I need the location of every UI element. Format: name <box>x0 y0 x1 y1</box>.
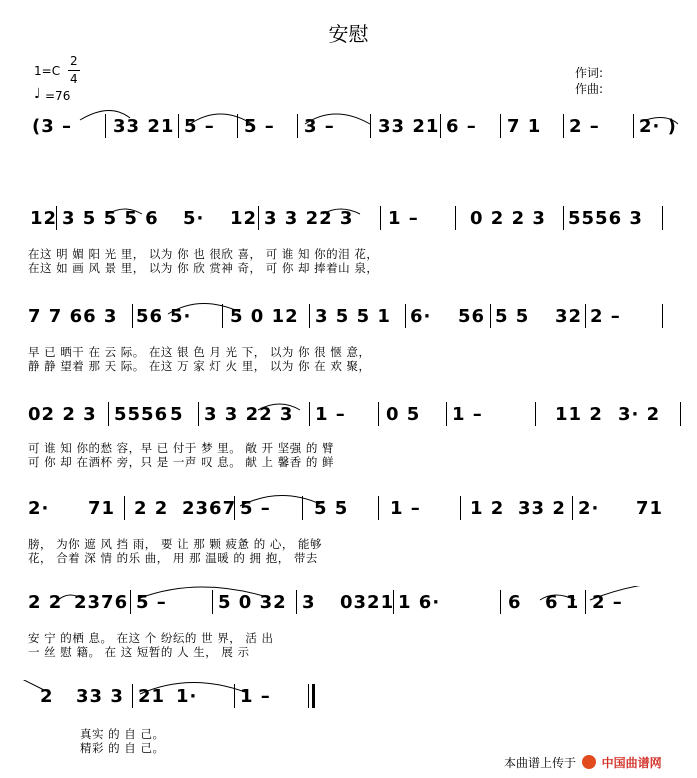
measure: 2 – <box>592 592 623 613</box>
measure: 5 – <box>240 498 271 519</box>
bar-line <box>460 496 461 520</box>
bar-line <box>500 590 501 614</box>
bar-line <box>237 114 238 138</box>
measure: 3· 2 <box>618 404 661 425</box>
final-bar-thin <box>308 684 309 708</box>
lyric-line: 静 静 望着 那 天 际。 在这 万 家 灯 火 里， 以为 你 在 欢 聚， <box>28 359 371 373</box>
tempo-marking: =76 <box>45 89 71 103</box>
score-title: 安慰 <box>328 22 369 46</box>
measure: 7 7 66 3 <box>28 306 118 327</box>
measure: 2 <box>40 686 54 707</box>
measure: 56 <box>136 306 164 327</box>
bar-line <box>455 206 456 230</box>
upload-text: 本曲谱上传于 <box>504 756 577 770</box>
measure: (3 – <box>32 116 73 137</box>
bar-line <box>446 402 447 426</box>
lyric-line: 一 丝 慰 籍。 在 这 短暂的 人 生， 展 示 <box>28 645 250 659</box>
measure: 5 – <box>136 592 167 613</box>
measure: 6· <box>410 306 432 327</box>
music-system-6 <box>0 586 697 662</box>
measure: 71 <box>636 498 664 519</box>
bar-line <box>563 206 564 230</box>
measure: 3 <box>302 592 316 613</box>
bar-line <box>178 114 179 138</box>
measure: 5556 <box>114 404 169 425</box>
bar-line <box>132 304 133 328</box>
bar-line <box>130 590 131 614</box>
note-row <box>0 110 697 144</box>
key-signature: 1=C <box>34 64 61 78</box>
bar-line <box>633 114 634 138</box>
bar-line <box>309 402 310 426</box>
lyric-line: 早 已 晒干 在 云 际。 在这 银 色 月 光 下， 以为 你 很 惬 意， <box>28 345 371 359</box>
measure: 0321 <box>340 592 395 613</box>
bar-line <box>258 206 259 230</box>
quarter-note-icon: ♩ <box>34 86 41 102</box>
site-logo-icon <box>582 755 596 769</box>
lyricist-label: 作词: <box>575 66 604 80</box>
measure: 3 5 5 1 <box>315 306 391 327</box>
measure: 2376 <box>74 592 129 613</box>
measure: 1 – <box>240 686 271 707</box>
measure: 2 2 <box>134 498 169 519</box>
measure: 2· <box>578 498 600 519</box>
measure: 21 <box>138 686 166 707</box>
measure: 33 2 <box>518 498 566 519</box>
bar-line <box>132 684 133 708</box>
note-row <box>0 398 697 432</box>
bar-line <box>124 496 125 520</box>
bar-line <box>222 304 223 328</box>
measure: 3 3 22 3 <box>204 404 294 425</box>
note-row <box>0 586 697 620</box>
bar-line <box>563 114 564 138</box>
music-system-4 <box>0 398 697 474</box>
time-signature-bottom: 4 <box>70 72 78 86</box>
measure: 5· <box>183 208 205 229</box>
measure: 3 3 22 3 <box>264 208 354 229</box>
bar-line <box>500 114 501 138</box>
bar-line <box>198 402 199 426</box>
measure: 12 <box>30 208 58 229</box>
measure: 2· <box>28 498 50 519</box>
music-system-3 <box>0 300 697 376</box>
note-row <box>0 202 697 236</box>
bar-line <box>370 114 371 138</box>
bar-line <box>680 402 681 426</box>
measure: 2 2 <box>28 592 63 613</box>
bar-line <box>234 684 235 708</box>
bar-line <box>405 304 406 328</box>
measure: 1 – <box>315 404 346 425</box>
measure: 5 0 32 <box>218 592 287 613</box>
measure: 5 – <box>244 116 275 137</box>
lyric-line: 膀， 为你 遮 风 挡 雨， 要 让 那 颗 疲惫 的 心， 能够 <box>28 537 323 551</box>
note-row <box>0 492 697 526</box>
note-row <box>0 680 697 714</box>
music-system-5 <box>0 492 697 568</box>
measure: 5 0 12 <box>230 306 299 327</box>
measure: 1 6· <box>398 592 441 613</box>
lyric-line: 精彩 的 自 己。 <box>80 741 165 755</box>
measure: 2· ) <box>639 116 677 137</box>
bar-line <box>585 304 586 328</box>
bar-line <box>296 590 297 614</box>
time-signature-line <box>68 70 80 71</box>
bar-line <box>309 304 310 328</box>
measure: 1 – <box>390 498 421 519</box>
lyric-line: 可 谁 知 你的愁 容，早 已 付于 梦 里。 敞 开 坚强 的 臂 <box>28 441 335 455</box>
note-row <box>0 300 697 334</box>
measure: 0 2 2 3 <box>470 208 546 229</box>
bar-line <box>380 206 381 230</box>
measure: 1· <box>176 686 198 707</box>
bar-line <box>572 496 573 520</box>
bar-line <box>378 402 379 426</box>
composer-label: 作曲: <box>575 82 604 96</box>
measure: 0 5 <box>386 404 421 425</box>
measure: 33 21 <box>378 116 440 137</box>
lyric-line: 可 你 却 在酒杯 旁，只 是 一声 叹 息。 献 上 馨香 的 鲜 <box>28 455 335 469</box>
time-signature-top: 2 <box>70 54 78 68</box>
bar-line <box>108 402 109 426</box>
bar-line <box>56 206 57 230</box>
measure: 3 5 5 5 6 <box>62 208 159 229</box>
lyric-line: 在这 明 媚 阳 光 里， 以为 你 也 很欣 喜， 可 谁 知 你的泪 花， <box>28 247 379 261</box>
bar-line <box>105 114 106 138</box>
site-name: 中国曲谱网 <box>601 756 662 770</box>
measure: 71 <box>88 498 116 519</box>
measure: 12 <box>230 208 258 229</box>
measure: 7 1 <box>507 116 542 137</box>
measure: 1 – <box>452 404 483 425</box>
measure: 2367 <box>182 498 237 519</box>
measure: 5 5 <box>495 306 530 327</box>
measure: 5 <box>170 404 184 425</box>
bar-line <box>490 304 491 328</box>
bar-line <box>535 402 536 426</box>
bar-line <box>393 590 394 614</box>
bar-line <box>662 206 663 230</box>
bar-line <box>234 496 235 520</box>
measure: 33 21 <box>113 116 175 137</box>
measure: 5· <box>170 306 192 327</box>
music-system-2 <box>0 202 697 278</box>
measure: 11 2 <box>555 404 603 425</box>
lyric-line: 真实 的 自 己。 <box>80 727 165 741</box>
measure: 1 2 <box>470 498 505 519</box>
bar-line <box>585 590 586 614</box>
lyric-line: 花， 合着 深 情 的乐 曲， 用 那 温暖 的 拥 抱， 带去 <box>28 551 318 565</box>
measure: 2 – <box>569 116 600 137</box>
music-system-1 <box>0 110 697 150</box>
measure: 02 2 3 <box>28 404 97 425</box>
measure: 5 – <box>184 116 215 137</box>
lyric-line: 安 宁 的栖 息。 在这 个 纷纭的 世 界， 活 出 <box>28 631 274 645</box>
measure: 56 <box>458 306 486 327</box>
lyric-line: 在这 如 画 风 景 里， 以为 你 欣 赏神 奇， 可 你 却 捧着山 泉， <box>28 261 379 275</box>
final-bar-thick <box>312 684 315 708</box>
bar-line <box>662 304 663 328</box>
bar-line <box>302 496 303 520</box>
measure: 6 1 <box>545 592 580 613</box>
footer-credit <box>504 754 662 771</box>
measure: 32 <box>555 306 583 327</box>
measure: 2 – <box>590 306 621 327</box>
measure: 33 3 <box>76 686 124 707</box>
bar-line <box>297 114 298 138</box>
measure: 6 <box>508 592 522 613</box>
bar-line <box>212 590 213 614</box>
measure: 5556 3 <box>568 208 643 229</box>
bar-line <box>378 496 379 520</box>
measure: 6 – <box>446 116 477 137</box>
bar-line <box>440 114 441 138</box>
measure: 3 – <box>304 116 335 137</box>
measure: 1 – <box>388 208 419 229</box>
music-system-7 <box>0 680 697 756</box>
measure: 5 5 <box>314 498 349 519</box>
